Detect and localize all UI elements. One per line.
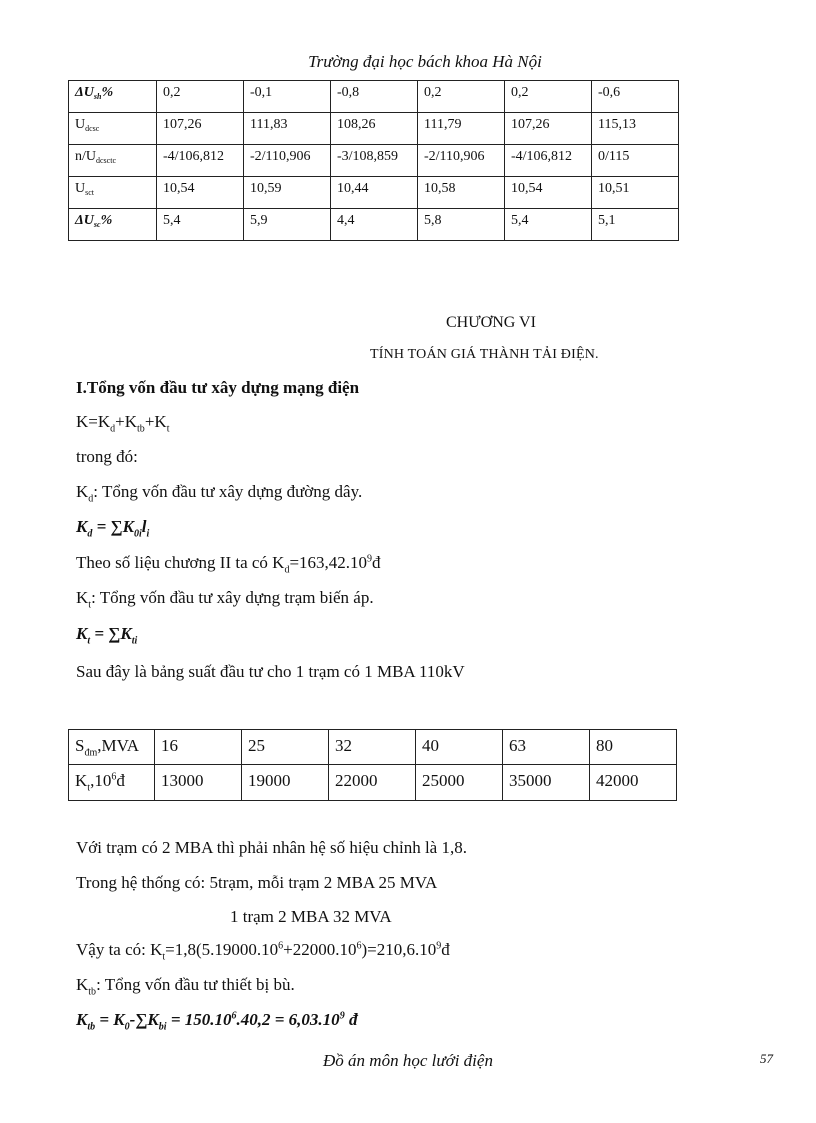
page-footer: Đồ án môn học lưới điện bbox=[323, 1051, 493, 1070]
table-row bbox=[69, 765, 677, 800]
table-cell: 10,54 bbox=[505, 177, 592, 209]
table-row bbox=[69, 81, 679, 113]
page-number: 57 bbox=[760, 1051, 773, 1066]
table-cell: 5,9 bbox=[244, 209, 331, 241]
table-row bbox=[69, 113, 679, 145]
table-cell: 22000 bbox=[329, 765, 416, 800]
table-cell: 16 bbox=[155, 730, 242, 765]
kt-formula: $K_t = \sum K_{ti}$ bbox=[76, 624, 138, 647]
row-label: $\Delta U_{sc}\%$ bbox=[69, 209, 157, 241]
table-cell: -0,6 bbox=[592, 81, 679, 113]
row-label: $U_{sct}$ bbox=[69, 177, 157, 209]
kt-definition: $K_t$: Tổng vốn đầu tư xây dựng trạm biến áp. bbox=[76, 588, 374, 611]
table-cell: 5,8 bbox=[418, 209, 505, 241]
table-cell: -0,1 bbox=[244, 81, 331, 113]
voltage-table bbox=[68, 80, 679, 241]
table-cell: 19000 bbox=[242, 765, 329, 800]
table-cell: 42000 bbox=[590, 765, 677, 800]
table-cell: -0,8 bbox=[331, 81, 418, 113]
table-cell: 25 bbox=[242, 730, 329, 765]
table-cell: 4,4 bbox=[331, 209, 418, 241]
equation-k: $K=K_d+K_{tb}+K_t$ bbox=[76, 412, 170, 435]
table-cell: 10,44 bbox=[331, 177, 418, 209]
row-label: $\Delta U_{sh}\%$ bbox=[69, 81, 157, 113]
system-text: Trong hệ thống có: 5trạm, mỗi trạm 2 MBA 25 MVA bbox=[76, 873, 438, 892]
table-cell: 10,51 bbox=[592, 177, 679, 209]
table-cell: 0,2 bbox=[418, 81, 505, 113]
row-label: $n/U_{dcsctc}$ bbox=[69, 145, 157, 177]
table-cell: 107,26 bbox=[505, 113, 592, 145]
section-heading: I.Tổng vốn đầu tư xây dựng mạng điện bbox=[76, 378, 360, 397]
table-cell: 5,4 bbox=[505, 209, 592, 241]
table-cell: -2/110,906 bbox=[418, 145, 505, 177]
coefficient-text: Với trạm có 2 MBA thì phải nhân hệ số hiệu chỉnh là 1,8. bbox=[76, 838, 467, 857]
table-cell: 0,2 bbox=[505, 81, 592, 113]
kd-formula: $K_d = \sum K_{0i}l_i$ bbox=[76, 517, 150, 540]
row-label: $U_{dcsc}$ bbox=[69, 113, 157, 145]
ktb-definition: $K_{tb}$: Tổng vốn đầu tư thiết bị bù. bbox=[76, 975, 295, 998]
ktb-formula: $K_{tb} = K_0-\sum K_{bi} = 150.10^6.40,2 = 6,03.10^9$ đ bbox=[76, 1010, 358, 1033]
investment-table bbox=[68, 729, 677, 801]
chapter-title: TÍNH TOÁN GIÁ THÀNH TẢI ĐIỆN. bbox=[370, 347, 599, 362]
table-cell: 80 bbox=[590, 730, 677, 765]
table-cell: 63 bbox=[503, 730, 590, 765]
row-label-sdm: $S_{đm},MVA$ bbox=[69, 730, 155, 765]
kd-value: Theo số liệu chương II ta có $K_d=163,42.10^9đ$ bbox=[76, 553, 381, 576]
chapter-number: CHƯƠNG VI bbox=[446, 314, 536, 331]
table-cell: -2/110,906 bbox=[244, 145, 331, 177]
table-cell: -3/108,859 bbox=[331, 145, 418, 177]
table-cell: 0,2 bbox=[157, 81, 244, 113]
table-cell: 10,58 bbox=[418, 177, 505, 209]
kt-result: Vậy ta có: $K_t=1,8(5.19000.10^6+22000.10^6)=210,6.10^9đ$ bbox=[76, 940, 450, 963]
table-row bbox=[69, 145, 679, 177]
table-row bbox=[69, 209, 679, 241]
table-cell: 10,54 bbox=[157, 177, 244, 209]
kd-definition: $K_d$: Tổng vốn đầu tư xây dựng đường dây. bbox=[76, 482, 363, 505]
table-row bbox=[69, 730, 677, 765]
page-header: Trường đại học bách khoa Hà Nội bbox=[308, 52, 542, 71]
table-cell: 32 bbox=[329, 730, 416, 765]
table-cell: -4/106,812 bbox=[505, 145, 592, 177]
table-cell: 5,1 bbox=[592, 209, 679, 241]
row-label-kt: $K_t,10^6đ$ bbox=[69, 765, 155, 800]
table-cell: 115,13 bbox=[592, 113, 679, 145]
table-cell: 107,26 bbox=[157, 113, 244, 145]
system-text-2: 1 trạm 2 MBA 32 MVA bbox=[230, 907, 392, 926]
table-cell: 111,83 bbox=[244, 113, 331, 145]
table-cell: -4/106,812 bbox=[157, 145, 244, 177]
table-cell: 35000 bbox=[503, 765, 590, 800]
table-intro: Sau đây là bảng suất đầu tư cho 1 trạm có 1 MBA 110kV bbox=[76, 662, 465, 681]
table-cell: 10,59 bbox=[244, 177, 331, 209]
table-cell: 25000 bbox=[416, 765, 503, 800]
table-cell: 108,26 bbox=[331, 113, 418, 145]
table-cell: 40 bbox=[416, 730, 503, 765]
table-cell: 0/115 bbox=[592, 145, 679, 177]
table-cell: 13000 bbox=[155, 765, 242, 800]
table-row bbox=[69, 177, 679, 209]
where-text: trong đó: bbox=[76, 447, 138, 466]
table-cell: 111,79 bbox=[418, 113, 505, 145]
table-cell: 5,4 bbox=[157, 209, 244, 241]
